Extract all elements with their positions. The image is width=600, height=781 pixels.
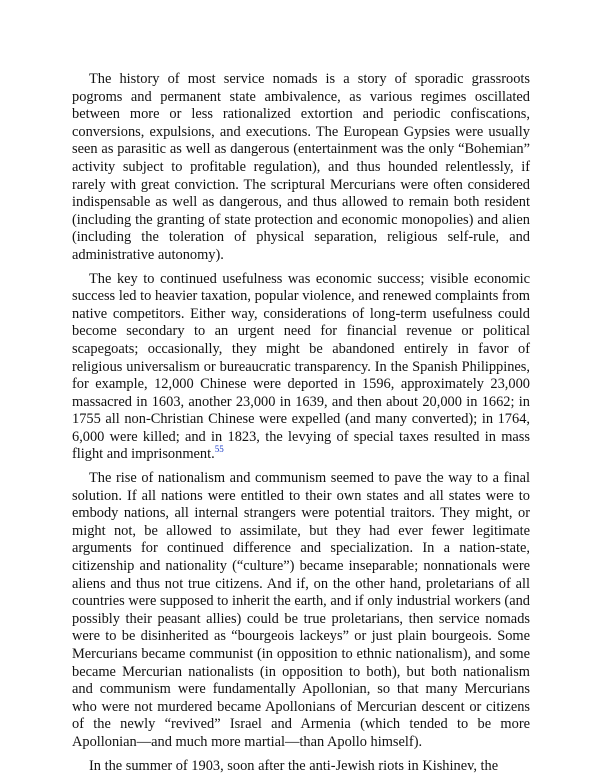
paragraph-text: The rise of nationalism and communism seemed to pave the way to a final solution. If all nations were entitled to their own states and all states were to embody nations, all internal strangers were potential traitors. They might, or might not, be allowed to assimilate, but they had ever fewer legitimate arguments for continued difference and specialization. In a nation-state, citizenship and nationality (“culture”) became inseparable; nonnationals were aliens and thus not true citizens. And if, on the other hand, proletarians of all countries were supposed to inherit the earth, and if only industrial workers (and possibly their peasant allies) could be true proletarians, then service nomads were to be disinherited as “bourgeois lackeys” or just plain bourgeois. Some Mercurians became communist (in opposition to ethnic nationalism), and some became Mercurian nationalists (in opposition to both), but both nationalism and communism were fundamentally Apollonian, so that many Mercurians who were not murdered became Apollonians of Mercurian descent or citizens of the newly “revived” Israel and Armenia (which tended to be more Apollonian—and much more martial—than Apollo himself). <box>72 470 530 750</box>
paragraph-text: The key to continued usefulness was economic success; visible economic success led to heavier taxation, popular violence, and renewed complaints from native competitors. Either way, considerations of long-term usefulness could become secondary to an urgent need for financial revenue or political scapegoats; occasionally, they might be abandoned entirely in favor of religious universalism or bureaucratic transparency. In the Spanish Philippines, for example, 12,000 Chinese were deported in 1596, approximately 23,000 massacred in 1603, another 23,000 in 1639, and then about 20,000 in 1662; in 1755 all non-Christian Chinese were expelled (and many converted); in 1764, 6,000 were killed; and in 1823, the levying of special taxes resulted in mass flight and imprisonment. <box>72 270 530 463</box>
body-text <box>72 71 530 781</box>
paragraph-1 <box>72 71 530 265</box>
paragraph-text: The history of most service nomads is a story of sporadic grassroots pogroms and permanent state ambivalence, as various regimes oscillated between more or less rationalized extortion and periodic confiscations, conversions, expulsions, and executions. The European Gypsies were usually seen as parasitic as well as dangerous (entertainment was the only “Bohemian” activity subject to profitable regulation), and thus hounded relentlessly, if rarely with great conviction. The scriptural Mercurians were often considered indispensable as well as dangerous, and thus allowed to remain both resident (including the granting of state protection and economic monopolies) and alien (including the toleration of physical separation, religious self-rule, and administrative autonomy). <box>72 71 530 263</box>
paragraph-text: In the summer of 1903, soon after the anti-Jewish riots in Kishinev, the <box>89 757 499 774</box>
paragraph-2 <box>72 271 530 465</box>
paragraph-4 <box>72 758 530 776</box>
paragraph-3 <box>72 470 530 752</box>
footnote-link[interactable]: 55 <box>214 444 224 455</box>
